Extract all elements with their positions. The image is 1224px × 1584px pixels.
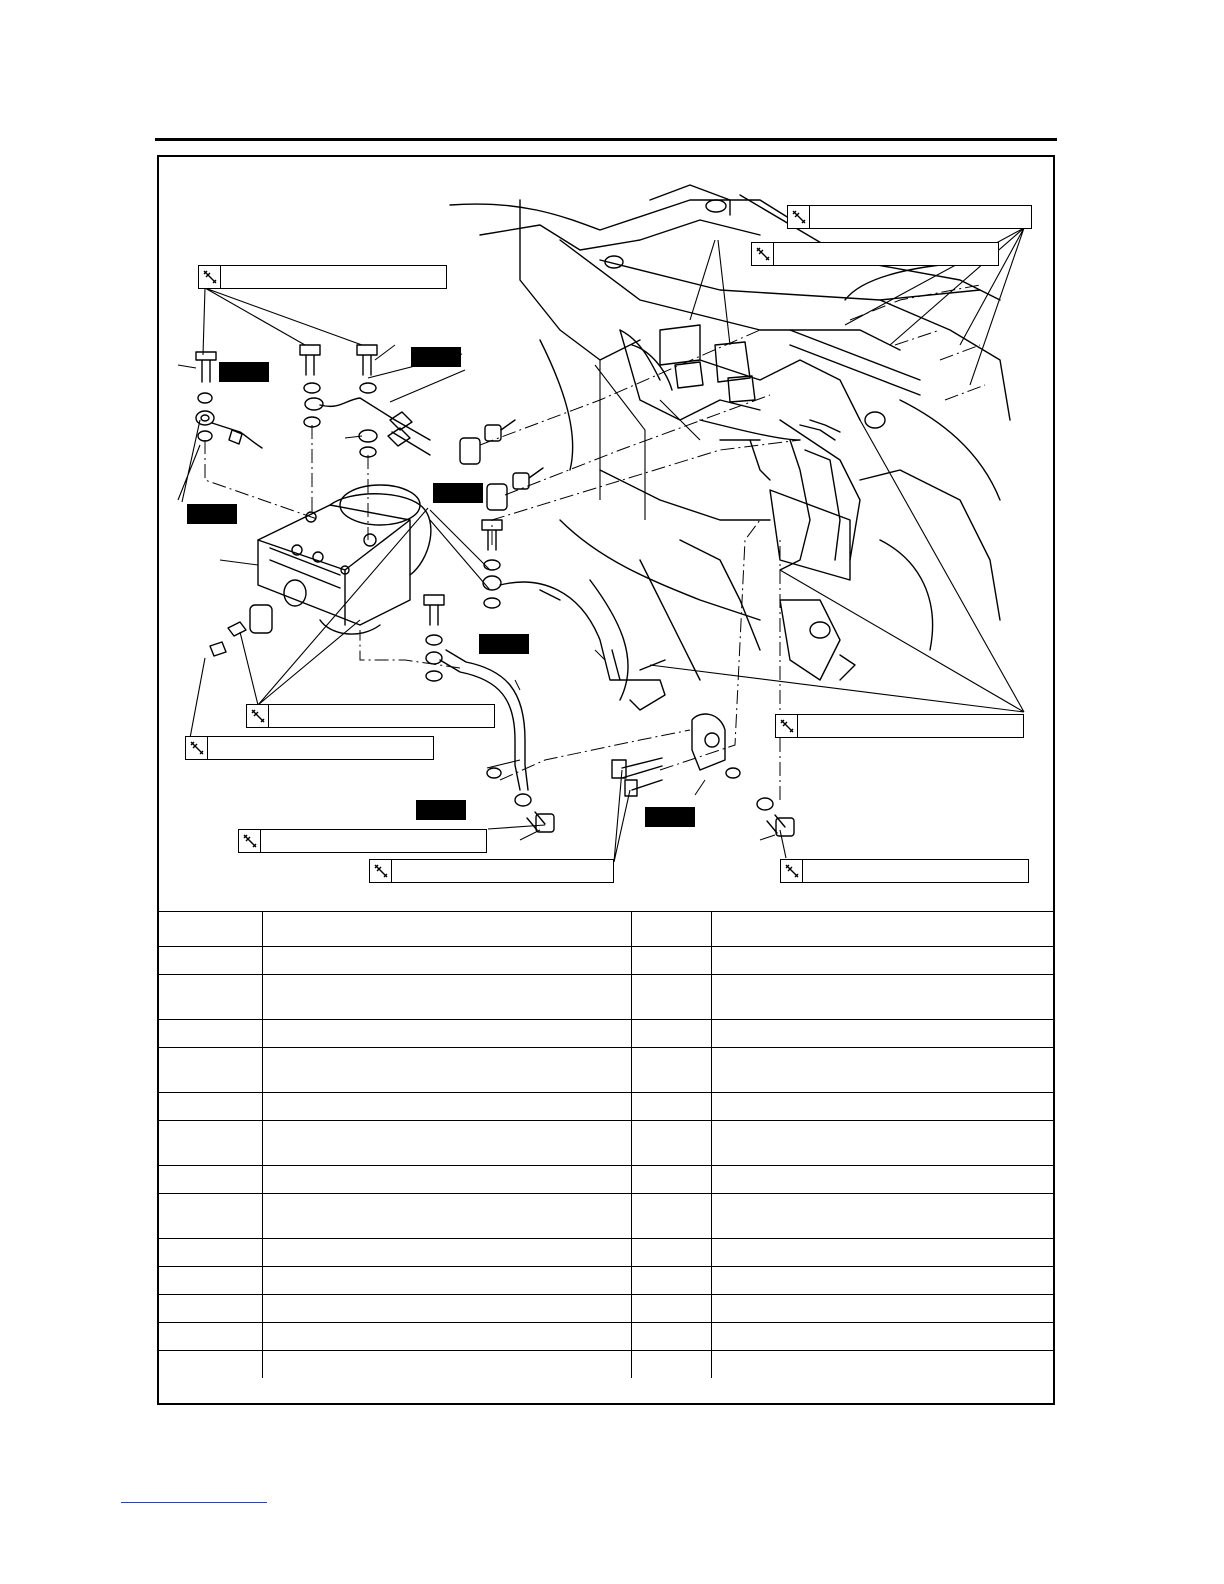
qty-cell (632, 1048, 712, 1093)
job-part-cell (263, 1267, 632, 1295)
job-part-cell (263, 1020, 632, 1048)
torque-wrench-icon (776, 715, 798, 737)
table-row (158, 1323, 1054, 1351)
order-cell (158, 912, 263, 947)
table-row (158, 912, 1054, 947)
remarks-cell (712, 1267, 1055, 1295)
job-part-cell (263, 1351, 632, 1378)
qty-cell (632, 947, 712, 975)
torque-spec-box (780, 859, 1029, 883)
ref-tag-7 (645, 807, 695, 827)
torque-wrench-icon (247, 705, 269, 727)
table-row (158, 1267, 1054, 1295)
ref-tag-5 (479, 634, 529, 654)
qty-cell (632, 1121, 712, 1166)
remarks-cell (712, 1323, 1055, 1351)
torque-spec-box (238, 829, 487, 853)
qty-cell (632, 975, 712, 1020)
remarks-cell (712, 1239, 1055, 1267)
order-cell (158, 975, 263, 1020)
torque-wrench-icon (239, 830, 261, 852)
order-cell (158, 1020, 263, 1048)
qty-cell (632, 1295, 712, 1323)
job-part-cell (263, 1121, 632, 1166)
order-cell (158, 1239, 263, 1267)
table-row (158, 1295, 1054, 1323)
job-part-cell (263, 1194, 632, 1239)
order-cell (158, 1295, 263, 1323)
remarks-cell (712, 1295, 1055, 1323)
table-row (158, 975, 1054, 1020)
qty-cell (632, 1194, 712, 1239)
torque-spec-box (198, 265, 447, 289)
remarks-cell (712, 1093, 1055, 1121)
job-part-cell (263, 912, 632, 947)
ref-tag-3 (433, 483, 483, 503)
torque-spec-box (775, 714, 1024, 738)
table-row (158, 1239, 1054, 1267)
job-part-cell (263, 1048, 632, 1093)
order-cell (158, 1323, 263, 1351)
table-row (158, 1121, 1054, 1166)
qty-cell (632, 1351, 712, 1378)
order-cell (158, 1351, 263, 1378)
ref-tag-1 (219, 362, 269, 382)
torque-spec-box (369, 859, 614, 883)
ref-tag-2 (411, 347, 461, 367)
job-part-cell (263, 1239, 632, 1267)
order-cell (158, 1267, 263, 1295)
table-row (158, 1093, 1054, 1121)
qty-cell (632, 1239, 712, 1267)
order-cell (158, 947, 263, 975)
torque-wrench-icon (186, 737, 208, 759)
job-part-cell (263, 1093, 632, 1121)
ref-tag-4 (187, 504, 237, 524)
job-part-cell (263, 975, 632, 1020)
table-row (158, 1048, 1054, 1093)
table-row (158, 947, 1054, 975)
remarks-cell (712, 1194, 1055, 1239)
torque-spec-box (185, 736, 434, 760)
torque-wrench-icon (370, 860, 392, 882)
qty-cell (632, 1093, 712, 1121)
remarks-cell (712, 1121, 1055, 1166)
footer-link-underline[interactable] (121, 1502, 267, 1503)
remarks-cell (712, 975, 1055, 1020)
qty-cell (632, 1267, 712, 1295)
qty-cell (632, 1323, 712, 1351)
order-cell (158, 1093, 263, 1121)
torque-spec-box (787, 205, 1032, 229)
table-row (158, 1351, 1054, 1378)
order-cell (158, 1121, 263, 1166)
table-row (158, 1166, 1054, 1194)
torque-wrench-icon (781, 860, 803, 882)
remarks-cell (712, 1351, 1055, 1378)
remarks-cell (712, 1166, 1055, 1194)
qty-cell (632, 1020, 712, 1048)
qty-cell (632, 912, 712, 947)
job-part-cell (263, 1295, 632, 1323)
remarks-cell (712, 1048, 1055, 1093)
job-part-cell (263, 1166, 632, 1194)
job-part-cell (263, 1323, 632, 1351)
torque-wrench-icon (199, 266, 221, 288)
torque-wrench-icon (752, 243, 774, 265)
remarks-cell (712, 947, 1055, 975)
torque-spec-box (751, 242, 999, 266)
table-row (158, 1194, 1054, 1239)
job-part-cell (263, 947, 632, 975)
order-cell (158, 1048, 263, 1093)
torque-wrench-icon (788, 206, 810, 228)
ref-tag-6 (416, 800, 466, 820)
order-cell (158, 1166, 263, 1194)
order-cell (158, 1194, 263, 1239)
qty-cell (632, 1166, 712, 1194)
remarks-cell (712, 1020, 1055, 1048)
parts-order-table (158, 911, 1054, 1378)
torque-spec-box (246, 704, 495, 728)
remarks-cell (712, 912, 1055, 947)
table-row (158, 1020, 1054, 1048)
